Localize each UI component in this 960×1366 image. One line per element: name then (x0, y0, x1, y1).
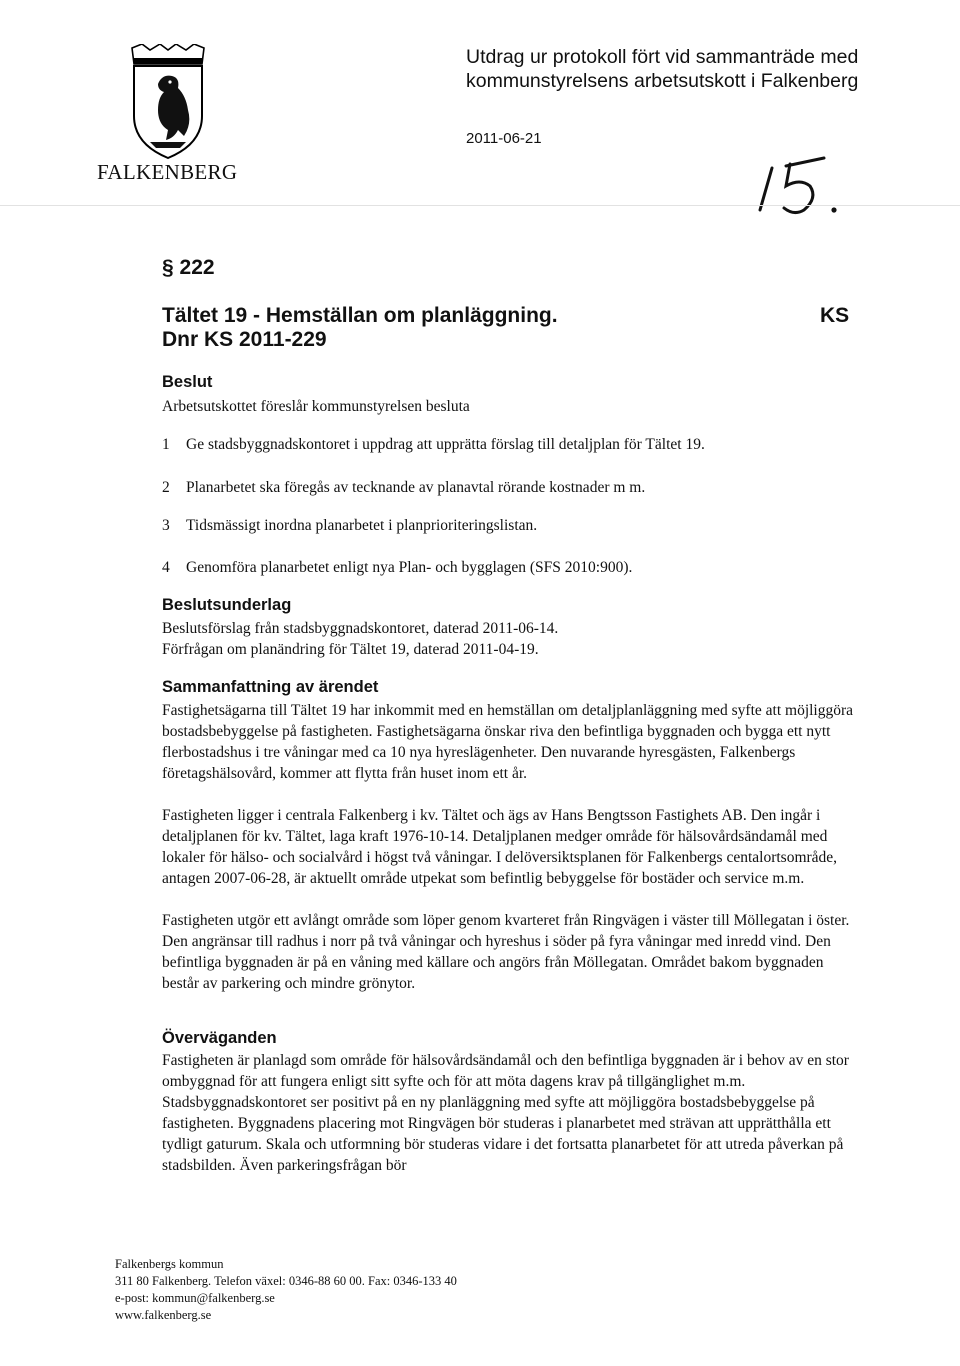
falkenberg-coat-of-arms-icon (128, 44, 208, 160)
summary-body (162, 700, 862, 1015)
overvaganden-heading: Överväganden (162, 1029, 277, 1047)
protocol-heading-line-1: Utdrag ur protokoll fört vid sammanträde med (466, 46, 859, 68)
decision-item-number: 3 (162, 517, 170, 534)
decision-item (162, 557, 862, 578)
header-divider (0, 205, 960, 206)
summary-paragraph: Fastigheten ligger i centrala Falkenberg i kv. Tältet och ägs av Hans Bengtsson Fastighets AB. Den ingår i detaljplanen för kv. Tältet, laga kraft 1976-10-14. Detaljplanen medger område för hälsovårdsändamål med lokaler för hälso- och socialvård i högst två våningar. I delöversiktsplanen för Falkenbergs centalortsområde, antagen 2007-06-28, är aktuellt område utpekat som befintlig bebyggelse för bostäder och service m.m. (162, 807, 838, 887)
decision-item (162, 434, 862, 455)
page-footer (115, 1256, 457, 1324)
decision-item-text: Genomföra planarbetet enligt nya Plan- och bygglagen (SFS 2010:900). (186, 559, 633, 576)
protocol-heading-line-2: kommunstyrelsens arbetsutskott i Falkenberg (466, 70, 859, 92)
decision-item (162, 515, 862, 536)
beslutsunderlag-heading: Beslutsunderlag (162, 596, 292, 614)
decision-item (162, 477, 862, 498)
decision-item-text: Planarbetet ska föregås av tecknande av planavtal rörande kostnader m m. (186, 479, 646, 496)
case-title: Tältet 19 - Hemställan om planläggning. (162, 304, 558, 327)
handwritten-page-number (738, 148, 848, 220)
summary-paragraph: Fastigheten utgör ett avlångt område som löper genom kvarteret från Ringvägen i väster till Möllegatan i öster. Den angränsar till radhus i norr på två våningar och hyreshus i söder på fyra våningar med inredd vind. Den befintliga byggnaden är på en våning med källare och angörs från Möllegatan. Området bakom byggnaden består av parkering och mindre grönytor. (162, 912, 850, 992)
meeting-date: 2011-06-21 (466, 130, 542, 147)
municipality-name: FALKENBERG (97, 160, 238, 184)
footer-web-link[interactable]: www.falkenberg.se (115, 1308, 212, 1322)
footer-org: Falkenbergs kommun (115, 1257, 224, 1271)
underlag-line: Förfrågan om planändring för Tältet 19, daterad 2011-04-19. (162, 641, 539, 658)
decision-item-number: 4 (162, 559, 170, 576)
beslut-intro: Arbetsutskottet föreslår kommunstyrelsen besluta (162, 398, 470, 415)
decision-item-number: 1 (162, 436, 170, 453)
underlag-line: Beslutsförslag från stadsbyggnadskontoret, daterad 2011-06-14. (162, 620, 559, 637)
overvaganden-paragraph: Fastigheten är planlagd som område för hälsovårdsändamål och den befintliga byggnaden är i behov av en stor ombyggnad för att fungera enligt sitt syfte och för att möta dagens krav på tillgänglighet m.m. Stadsbyggnadskontoret ser positivt på en ny planläggning med syfte att möjliggöra bostadsbebyggelse på fastigheten. Byggnadens placering mot Ringvägen bör studeras i planarbetet med strävan att upprätthålla ett tydligt gaturum. Skala och utformning bör studeras vidare i det fortsatta planarbetet för att utreda påverkan på stadsbilden. Även parkeringsfrågan bör (162, 1052, 849, 1174)
beslut-heading: Beslut (162, 373, 213, 391)
footer-email-link[interactable]: e-post: kommun@falkenberg.se (115, 1291, 275, 1305)
case-dnr: Dnr KS 2011-229 (162, 328, 327, 351)
case-body-code: KS (820, 304, 850, 327)
decision-item-number: 2 (162, 479, 170, 496)
footer-address: 311 80 Falkenberg. Telefon växel: 0346-88 60 00. Fax: 0346-133 40 (115, 1274, 457, 1288)
summary-heading: Sammanfattning av ärendet (162, 678, 379, 696)
summary-paragraph: Fastighetsägarna till Tältet 19 har inkommit med en hemställan om detaljplanläggning med syfte att möjliggöra bostadsbebyggelse på fastigheten. Fastighetsägarna önskar riva den befintliga byggnaden och bygga ett nytt flerbostadshus i tre våningar med ca 10 nya hyreslägenheter. Den nuvarande hyresgästen, Falkenbergs företagshälsovård, kommer att flytta från huset inom ett år. (162, 702, 854, 782)
decision-item-text: Tidsmässigt inordna planarbetet i planprioriteringslistan. (186, 517, 538, 534)
paragraph-number: § 222 (162, 256, 215, 279)
decision-item-text: Ge stadsbyggnadskontoret i uppdrag att upprätta förslag till detaljplan för Tältet 19. (186, 436, 705, 453)
